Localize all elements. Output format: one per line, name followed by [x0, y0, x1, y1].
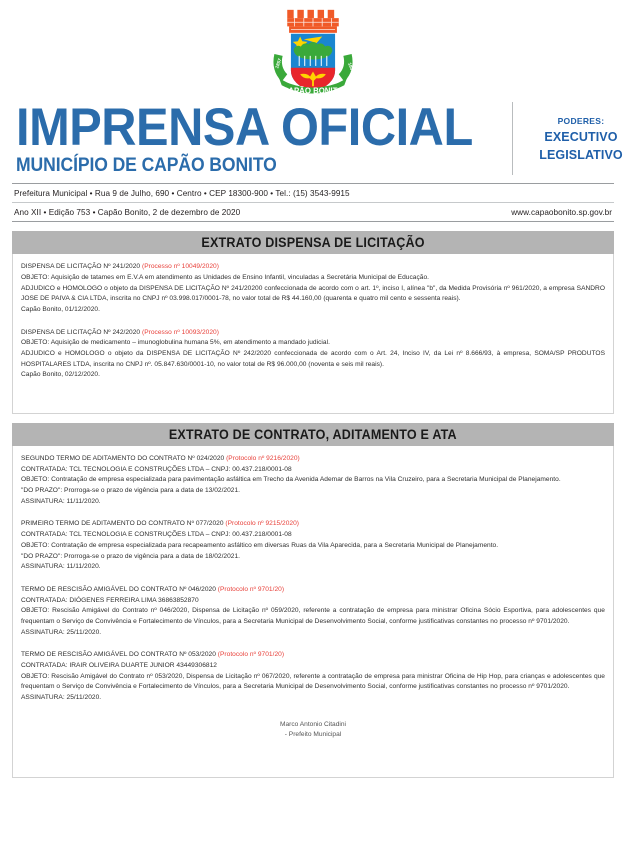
entry-title [21, 328, 605, 339]
section-header-title: EXTRATO DISPENSA DE LICITAÇÃO [201, 235, 425, 251]
masthead [12, 98, 623, 176]
entry-objeto: OBJETO: Contratação de empresa especializada para recapeamento asfáltico em diversas Ruas da Vila Aparecida, para a Secretaria Municipal de Planejamento. [21, 541, 499, 549]
section-body [12, 254, 614, 414]
section-contrato-aditamento-ata [12, 423, 614, 778]
list-item [21, 262, 605, 315]
entry-contratada: CONTRATADA: DIÓGENES FERREIRA LIMA 36863852870 [21, 596, 199, 604]
entry-objeto: OBJETO: Aquisição de tatames em E.V.A em atendimento as Unidades de Ensino Infantil, vinculadas a Secretária Municipal de Educação. [21, 274, 429, 282]
list-item [21, 585, 605, 638]
entry-title [21, 650, 605, 661]
masthead-titles [12, 98, 512, 176]
signature-block [21, 720, 605, 741]
entry-prazo: "DO PRAZO": Prorroga-se o prazo de vigência para a data de 18/02/2021. [21, 552, 241, 560]
page-title: IMPRENSA OFICIAL [16, 98, 473, 157]
list-item [21, 650, 605, 703]
entry-title-text: DISPENSA DE LICITAÇÃO Nº 242/2020 [21, 328, 142, 336]
protocol-number: (Protocolo nº 9215/2020) [225, 520, 300, 528]
entry-title-text: DISPENSA DE LICITAÇÃO Nº 241/2020 [21, 263, 142, 271]
protocol-number: (Protocolo nº 9701/20) [217, 585, 285, 593]
website-link[interactable]: www.capaobonito.sp.gov.br [511, 208, 612, 218]
entry-objeto: OBJETO: Contratação de empresa especializada para pavimentação asfáltica em Trecho da Avenida Ademar de Barros na Vila Cruzeiro, para a Secretaria Municipal de Planejamento. [21, 476, 561, 484]
poderes-label: PODERES: [557, 116, 605, 126]
spacer [21, 741, 605, 771]
section-header-title: EXTRATO DE CONTRATO, ADITAMENTO E ATA [169, 427, 457, 443]
entry-assinatura: ASSINATURA: 11/11/2020. [21, 497, 101, 505]
entry-title [21, 519, 605, 530]
entry-prazo: "DO PRAZO": Prorroga-se o prazo de vigência para a data de 13/02/2021. [21, 487, 241, 495]
info-block [12, 183, 614, 222]
list-item [21, 328, 605, 381]
entry-assinatura: ASSINATURA: 11/11/2020. [21, 563, 101, 571]
entry-contratada: CONTRATADA: IRAIR OLIVEIRA DUARTE JUNIOR 43449306812 [21, 661, 217, 669]
address-text: Prefeitura Municipal • Rua 9 de Julho, 690 • Centro • CEP 18300-900 • Tel.: (15) 3543-9915 [14, 189, 350, 199]
entry-title-text: TERMO DE RESCISÃO AMIGÁVEL DO CONTRATO Nº 053/2020 [21, 651, 218, 659]
entry-title [21, 585, 605, 596]
section-body [12, 446, 614, 778]
divider-bottom [12, 221, 614, 222]
entry-title-text: TERMO DE RESCISÃO AMIGÁVEL DO CONTRATO Nº 046/2020 [21, 585, 218, 593]
protocol-number: (Protocolo nº 9216/2020) [226, 455, 300, 463]
entry-place-date: Capão Bonito, 02/12/2020. [21, 371, 100, 379]
crest-ribbon-text: CAPÃO BONITO [282, 86, 344, 96]
signature-role: - Prefeito Municipal [284, 731, 342, 739]
entry-title-text: SEGUNDO TERMO DE ADITAMENTO DO CONTRATO Nº 024/2020 [21, 455, 227, 463]
crest-ribbon-year-left: 1857 [274, 57, 283, 70]
section-dispensa-licitacao [12, 231, 614, 414]
crest-ribbon-year-right: 1857 [347, 61, 356, 74]
entry-contratada: CONTRATADA: TCL TECNOLOGIA E CONSTRUÇÕES LTDA – CNPJ: 00.437.218/0001-08 [21, 465, 292, 473]
signature-name: Marco Antonio Citadini [280, 720, 346, 728]
section-header-bar [12, 423, 614, 446]
page-subtitle: MUNICÍPIO DE CAPÃO BONITO [16, 153, 277, 176]
process-number: (Processo nº 10093/2020) [141, 328, 219, 336]
list-item [21, 454, 605, 507]
entry-place-date: Capão Bonito, 01/12/2020. [21, 306, 100, 314]
poderes-block [512, 102, 626, 175]
edition-row [12, 203, 614, 221]
entry-body: ADJUDICO e HOMOLOGO o objeto da DISPENSA DE LICITAÇÃO Nº 242/2020 confeccionada de acordo com o Art. 24, Inciso IV, da Lei nº 8.666/93, à empresa, SOMA/SP PRODUTOS HOSPITALARES LTDA, inscrita no CNPJ nº. 05.847.630/0001-10, no valor total de R$ 96.000,00 (noventa e seis mil reais). [21, 350, 605, 368]
spacer [21, 393, 605, 407]
protocol-number: (Protocolo nº 9701/20) [217, 651, 285, 659]
poderes-item-legislativo: LEGISLATIVO [539, 148, 623, 163]
entry-objeto: OBJETO: Aquisição de medicamento – imunoglobulina humana 5%, em atendimento a mandado judicial. [21, 339, 330, 347]
entry-title [21, 262, 605, 273]
entry-title-text: PRIMEIRO TERMO DE ADITAMENTO DO CONTRATO Nº 077/2020 [21, 520, 226, 528]
entry-body: ADJUDICO e HOMOLOGO o objeto da DISPENSA DE LICITAÇÃO Nº 241/20200 confeccionada de acordo com o art. 1º, inciso I, alínea "b", da Medida Provisória nº 961/2020, a empresa SANDRO JOSE DE PAIVA & CIA LTDA, inscrita no CNPJ nº 03.998.017/0001-78, no valor total de R$ 44.160,00 (quarenta e quatro mil cento e sessenta reais). [21, 284, 605, 303]
entry-assinatura: ASSINATURA: 25/11/2020. [21, 628, 102, 636]
entry-title [21, 454, 605, 465]
entry-objeto: OBJETO: Rescisão Amigável do Contrato nº 053/2020, Dispensa de Licitação nº 067/2020, referente a contratação de empresa para ministrar Oficina de Hip Hop, para crianças e adolescentes que frequentam o Serviço de Convivência e Fortalecimento de Vínculos, para a Secretaria Municipal de Desenvolvimento Social, conforme justificativas constantes no processo nº 9701/2020. [21, 672, 605, 691]
process-number: (Processo nº 10049/2020) [141, 263, 219, 271]
poderes-item-executivo: EXECUTIVO [544, 130, 618, 144]
entry-assinatura: ASSINATURA: 25/11/2020. [21, 693, 102, 701]
crest-container [12, 0, 614, 104]
list-item [21, 519, 605, 572]
capao-bonito-coat-of-arms-icon [267, 6, 359, 102]
entry-contratada: CONTRATADA: TCL TECNOLOGIA E CONSTRUÇÕES LTDA – CNPJ: 00.437.218/0001-08 [21, 531, 292, 539]
address-row [12, 184, 614, 202]
section-header-bar [12, 231, 614, 254]
entry-objeto: OBJETO: Rescisão Amigável do Contrato nº 046/2020, Dispensa de Licitação nº 059/2020, referente a contratação de empresa para ministrar Oficina Sócio Esportiva, para adolescentes que frequentam o Serviço de Convivência e Fortalecimento de Vínculos, para a Secretaria Municipal de Desenvolvimento Social, conforme justificativas constantes no processo nº 9701/2020. [21, 607, 605, 625]
edition-text: Ano XII • Edição 753 • Capão Bonito, 2 de dezembro de 2020 [14, 208, 241, 218]
